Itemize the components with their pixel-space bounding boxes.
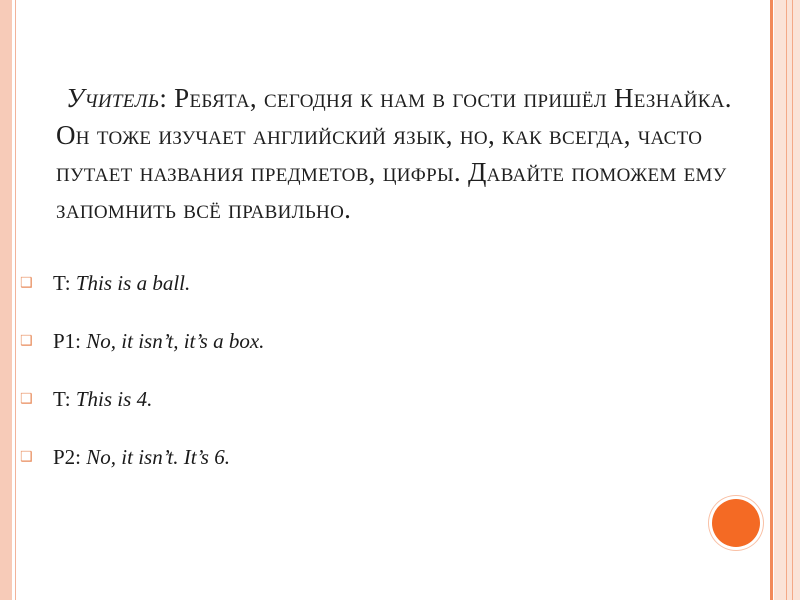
- right-border-line: [770, 0, 773, 600]
- dialogue-speaker: T:: [53, 387, 76, 411]
- left-border-band: [0, 0, 12, 600]
- bullet-icon: ❑: [20, 391, 33, 407]
- dialogue-item: [20, 384, 700, 414]
- dialogue-item: [20, 268, 700, 298]
- dialogue-speaker: P1:: [53, 329, 87, 353]
- heading-speaker: Учитель: [66, 83, 160, 113]
- right-border-line: [786, 0, 787, 600]
- dialogue-item: [20, 326, 700, 356]
- dialogue-line: This is 4.: [75, 387, 153, 411]
- dialogue-line: No, it isn’t, it’s a box.: [86, 329, 265, 353]
- right-border-band: [774, 0, 800, 600]
- decorative-circle: [712, 499, 760, 547]
- heading-text: : Ребята, сегодня к нам в гости пришёл Незнайка. Он тоже изучает английский язык, но, как всегда, часто путает названия предметов, цифры. Давайте поможем ему запомнить всё правильно.: [56, 83, 732, 224]
- left-border-line: [15, 0, 16, 600]
- bullet-icon: ❑: [20, 449, 33, 465]
- dialogue-line: This is a ball.: [75, 271, 191, 295]
- bullet-icon: ❑: [20, 333, 33, 349]
- dialogue-speaker: T:: [53, 271, 76, 295]
- right-border-line: [792, 0, 793, 600]
- bullet-icon: ❑: [20, 275, 33, 291]
- dialogue-speaker: P2:: [53, 445, 87, 469]
- dialogue-item: [20, 442, 700, 472]
- dialogue-list: [20, 268, 700, 500]
- slide-heading: [56, 80, 736, 228]
- dialogue-line: No, it isn’t. It’s 6.: [86, 445, 230, 469]
